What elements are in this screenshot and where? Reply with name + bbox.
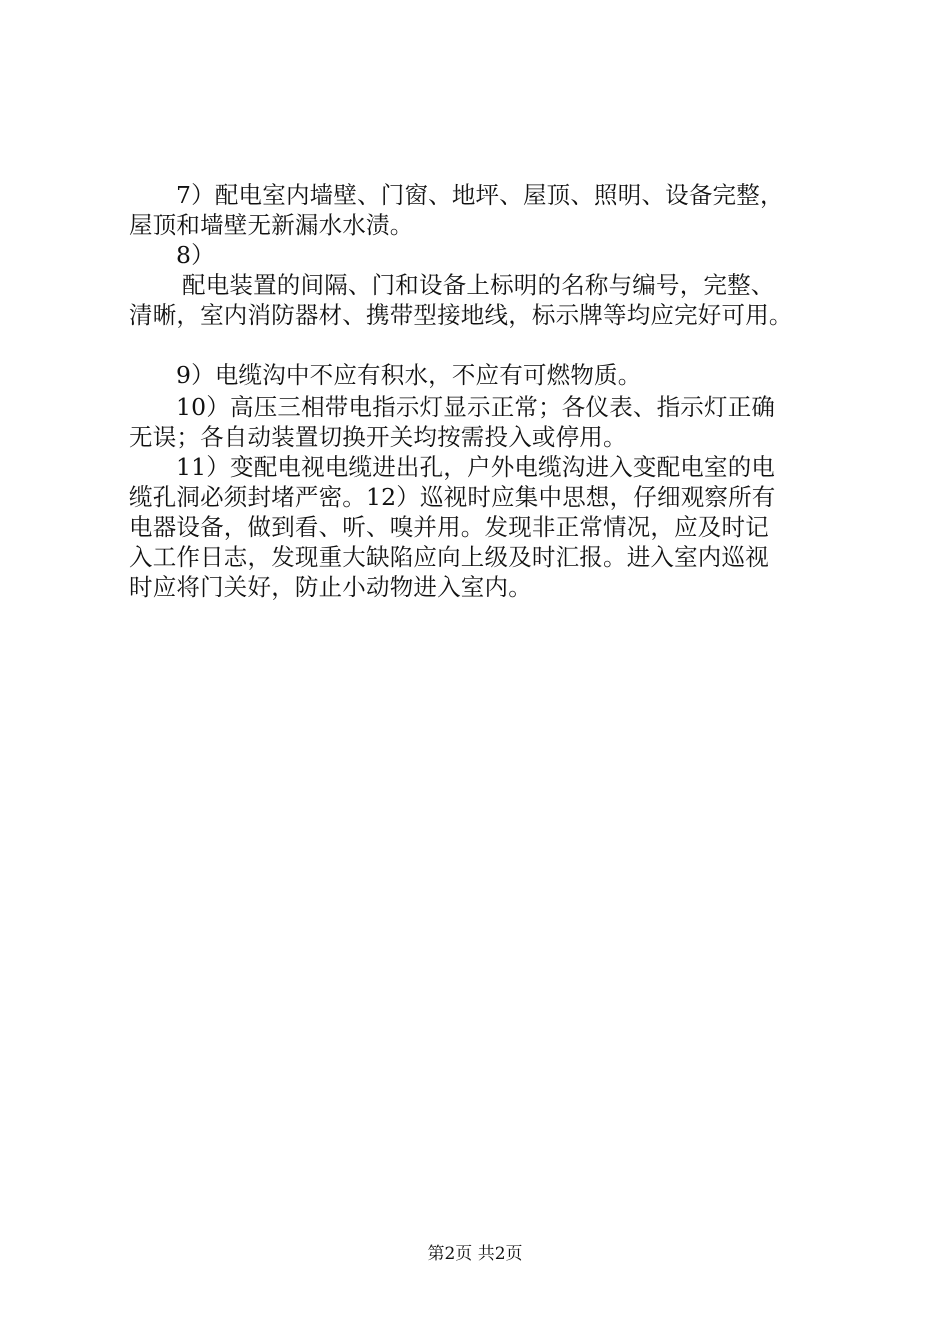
page-number-footer: 第2页 共2页 — [427, 1244, 523, 1264]
paragraph-8-number: 8） — [176, 241, 215, 269]
paragraph-11-line-4: 入工作日志，发现重大缺陷应向上级及时汇报。进入室内巡视 — [129, 543, 769, 571]
paragraph-7-line-2: 屋顶和墙壁无新漏水水渍。 — [129, 211, 414, 239]
paragraph-10-line-1: 10）高压三相带电指示灯显示正常；各仪表、指示灯正确 — [176, 393, 776, 421]
paragraph-8-line-2: 清晰，室内消防器材、携带型接地线，标示牌等均应完好可用。 — [129, 301, 793, 329]
paragraph-11-line-3: 电器设备，做到看、听、嗅并用。发现非正常情况，应及时记 — [129, 513, 769, 541]
paragraph-11-line-1: 11）变配电视电缆进出孔，户外电缆沟进入变配电室的电 — [176, 453, 776, 481]
paragraph-9: 9）电缆沟中不应有积水，不应有可燃物质。 — [176, 361, 642, 389]
paragraph-10-line-2: 无误；各自动装置切换开关均按需投入或停用。 — [129, 423, 627, 451]
paragraph-11-line-5: 时应将门关好，防止小动物进入室内。 — [129, 573, 532, 601]
paragraph-7-line-1: 7）配电室内墙壁、门窗、地坪、屋顶、照明、设备完整， — [176, 181, 784, 209]
paragraph-8-line-1: 配电装置的间隔、门和设备上标明的名称与编号，完整、 — [182, 271, 775, 299]
paragraph-11-line-2: 缆孔洞必须封堵严密。12）巡视时应集中思想，仔细观察所有 — [129, 483, 776, 511]
